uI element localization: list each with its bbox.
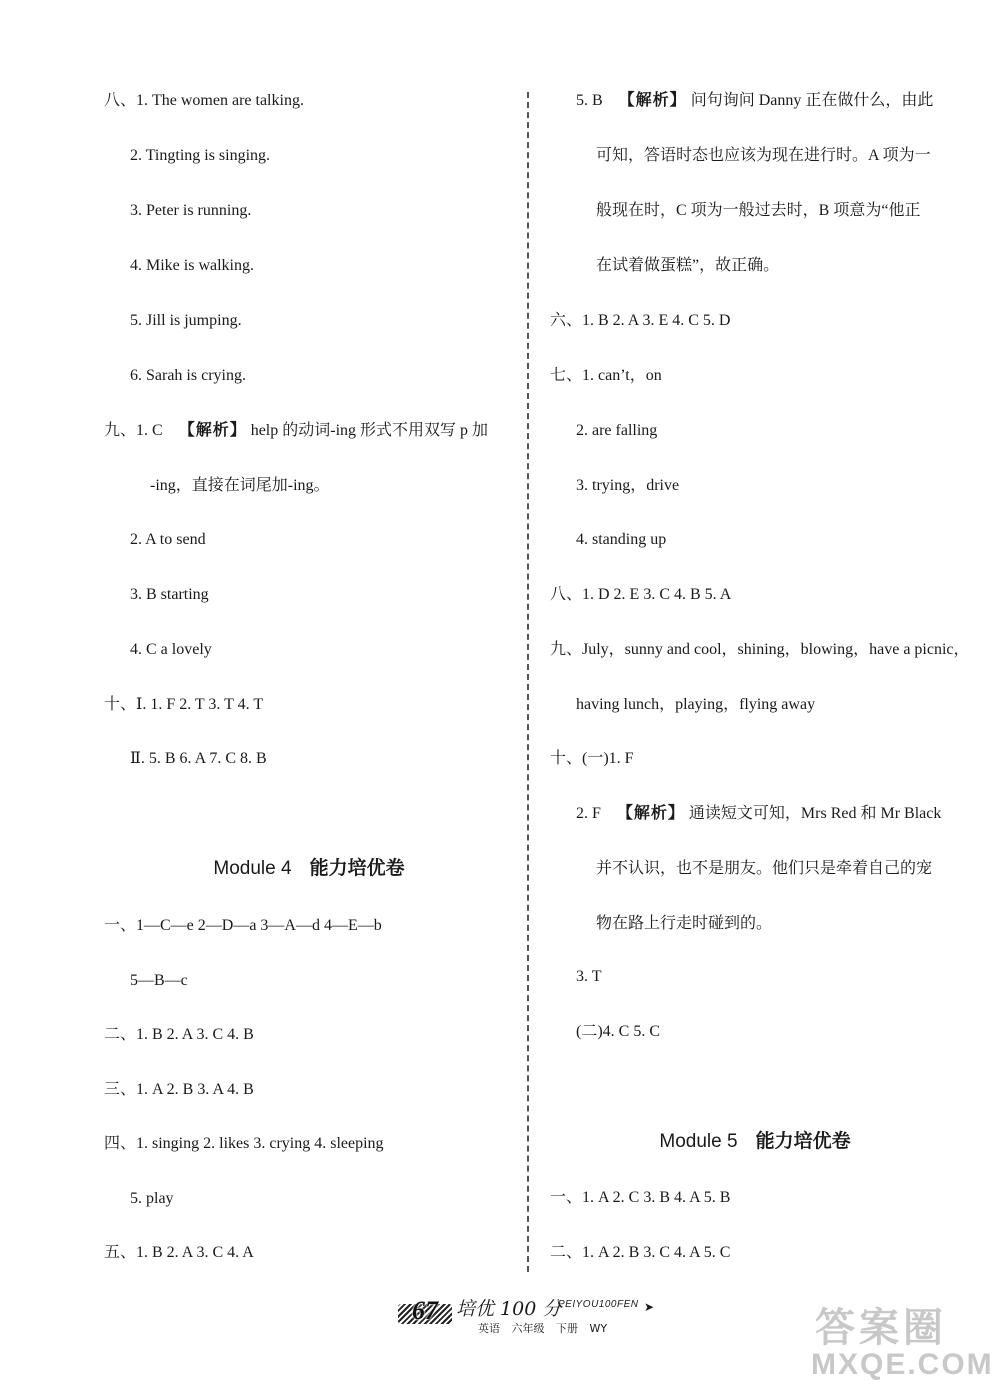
answer-line: 6. Sarah is crying. <box>130 367 246 384</box>
section-heading-module-5 <box>550 1130 960 1154</box>
answer-line: 一、1—C—e 2—D—a 3—A—d 4—E—b <box>104 917 382 934</box>
answer-line: 七、1. can’t，on <box>550 367 662 384</box>
module-title: 能力培优卷 <box>755 1131 851 1152</box>
watermark <box>805 1296 994 1392</box>
answer-line: 十、Ⅰ. 1. F 2. T 3. T 4. T <box>104 696 264 713</box>
answer-line: 2. Tingting is singing. <box>130 147 271 164</box>
module-label: Module 5 <box>659 1131 738 1152</box>
arrow-icon: ➤ <box>644 1300 655 1314</box>
analysis-text: -ing，直接在词尾加-ing。 <box>150 477 330 494</box>
analysis-tag: 【解析】 <box>178 422 247 439</box>
answer-line: 4. standing up <box>576 531 667 548</box>
answer-line: 3. Peter is running. <box>130 202 252 219</box>
answer-line: 5. play <box>130 1190 174 1207</box>
answer-line: 六、1. B 2. A 3. E 4. C 5. D <box>550 312 731 329</box>
analysis-text: 通读短文可知，Mrs Red 和 Mr Black <box>688 805 942 822</box>
answer-key: 九、1. C <box>104 422 163 439</box>
subject: 英语 <box>478 1322 500 1335</box>
grade: 六年级 <box>511 1322 545 1335</box>
page-number: 67 <box>412 1296 438 1325</box>
answer-line: 二、1. A 2. B 3. C 4. A 5. C <box>550 1244 731 1261</box>
analysis-text: 问句询问 Danny 正在做什么，由此 <box>690 92 934 109</box>
answer-line: 2. A to send <box>130 531 206 548</box>
answer-line: 3. trying，drive <box>576 477 680 494</box>
volume: 下册 <box>556 1322 578 1335</box>
answer-line: (二)4. C 5. C <box>576 1023 661 1040</box>
answer-line: 二、1. B 2. A 3. C 4. B <box>104 1026 254 1043</box>
analysis-tag: 【解析】 <box>616 805 685 822</box>
page-footer <box>398 1290 678 1340</box>
brand-name: 培优 100 分 <box>456 1298 562 1320</box>
answer-line: 3. B starting <box>130 586 209 603</box>
answer-line: 九、July，sunny and cool，shining，blowing，have a picnic， <box>550 641 970 658</box>
answer-line: 十、(一)1. F <box>550 750 634 767</box>
analysis-text: 物在路上行走时碰到的。 <box>596 915 773 932</box>
analysis-text: help 的动词-ing 形式不用双写 p 加 <box>250 422 489 439</box>
answer-line: Ⅱ. 5. B 6. A 7. C 8. B <box>130 750 267 767</box>
module-label: Module 4 <box>213 858 292 879</box>
answer-line <box>576 91 933 111</box>
edition: WY <box>589 1322 608 1335</box>
analysis-tag: 【解析】 <box>618 92 687 109</box>
answer-line: 八、1. D 2. E 3. C 4. B 5. A <box>550 586 732 603</box>
answer-line: having lunch，playing，flying away <box>576 696 816 713</box>
analysis-text: 在试着做蛋糕”，故正确。 <box>596 257 780 274</box>
answer-line: 5. Jill is jumping. <box>130 312 242 329</box>
module-title: 能力培优卷 <box>309 858 405 879</box>
answer-line: 4. C a lovely <box>130 641 212 658</box>
answer-line <box>104 421 488 441</box>
answer-key: 5. B <box>576 92 603 109</box>
watermark-domain: MXQE.COM <box>811 1348 994 1381</box>
analysis-text: 可知，答语时态也应该为现在进行时。A 项为一 <box>596 147 931 164</box>
answer-line: 五、1. B 2. A 3. C 4. A <box>104 1244 254 1261</box>
section-heading-module-4 <box>104 857 514 881</box>
answer-line: 四、1. singing 2. likes 3. crying 4. sleeping <box>104 1135 384 1152</box>
watermark-logo: 答案圈 <box>815 1306 947 1350</box>
answer-line: 3. T <box>576 968 602 985</box>
answer-line: 八、1. The women are talking. <box>104 92 304 109</box>
column-divider <box>527 92 529 1272</box>
answer-key: 2. F <box>576 805 601 822</box>
brand-name-latin: PEIYOU100FEN <box>558 1299 639 1310</box>
answer-line: 一、1. A 2. C 3. B 4. A 5. B <box>550 1189 731 1206</box>
answer-line: 三、1. A 2. B 3. A 4. B <box>104 1081 254 1098</box>
answer-line: 4. Mike is walking. <box>130 257 254 274</box>
book-info <box>478 1320 607 1336</box>
analysis-text: 并不认识，也不是朋友。他们只是牵着自己的宠 <box>596 860 933 877</box>
analysis-text: 般现在时，C 项为一般过去时，B 项意为“他正 <box>596 202 921 219</box>
answer-line <box>576 804 941 824</box>
answer-line: 5—B—c <box>130 972 188 989</box>
answer-line: 2. are falling <box>576 422 658 439</box>
